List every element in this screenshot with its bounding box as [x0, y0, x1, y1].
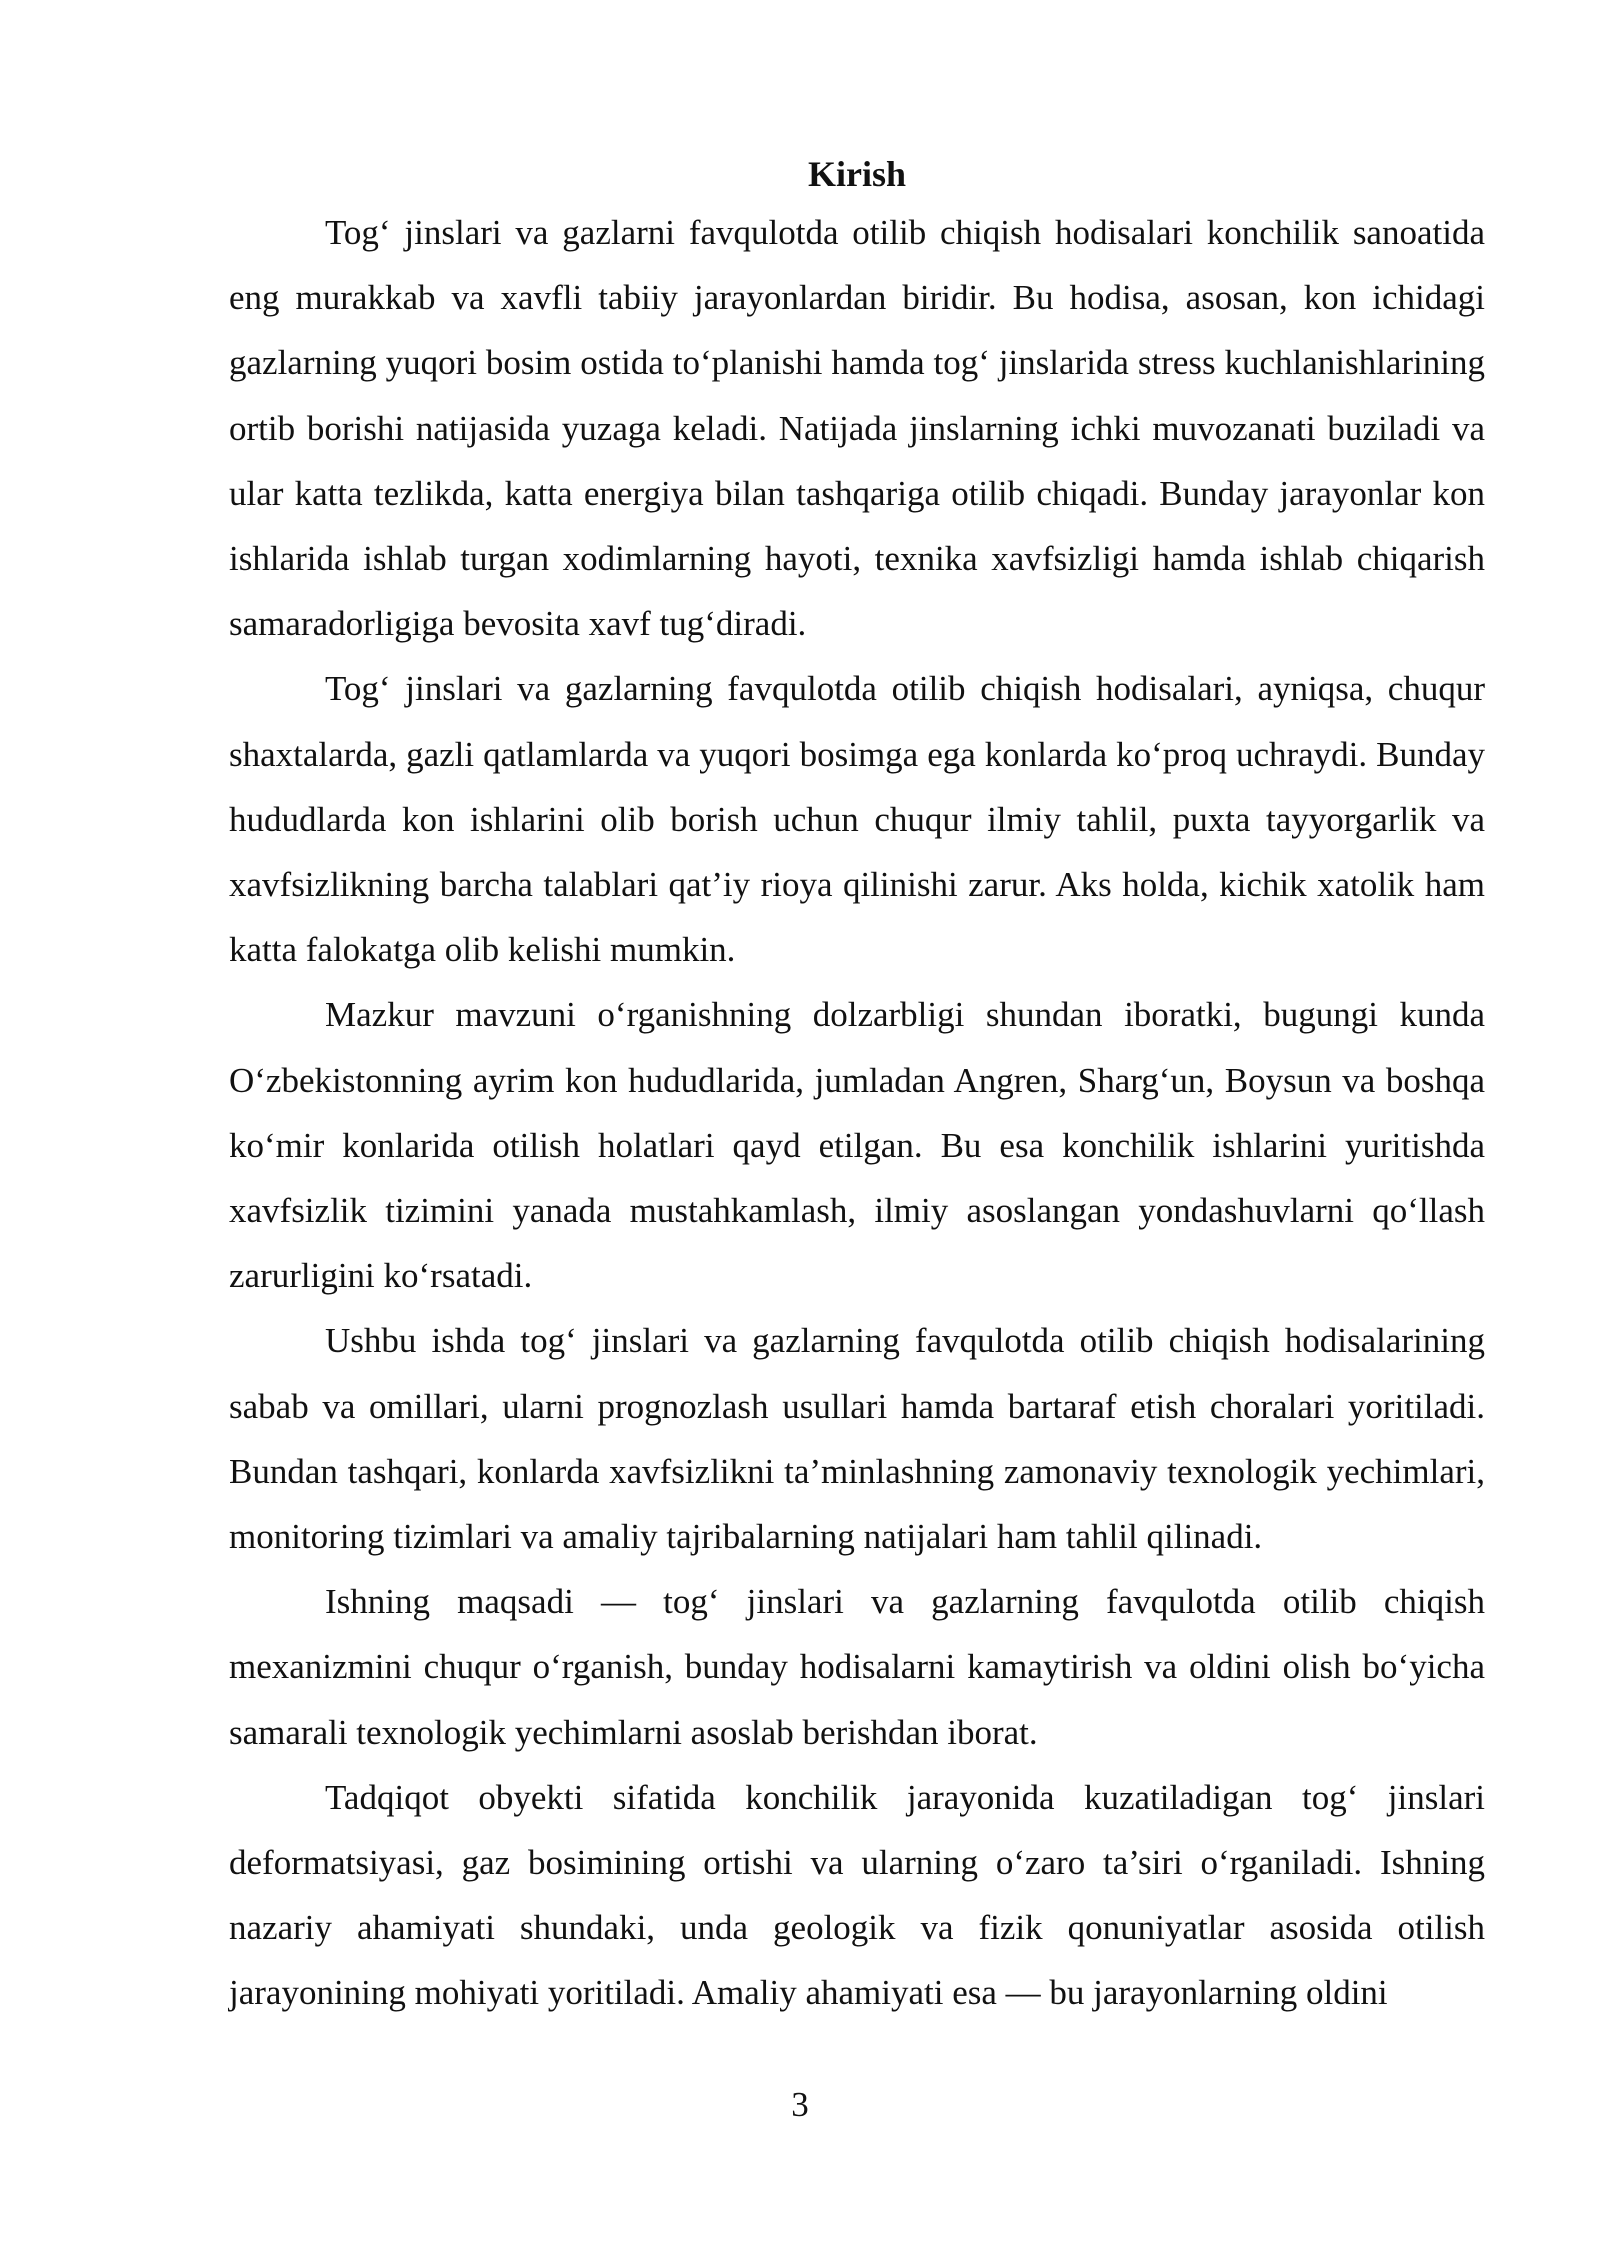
paragraph-6: Tadqiqot obyekti sifatida konchilik jarayonida kuzatiladigan tog‘ jinslari deformatsiyasi, gaz bosimining ortishi va ularning o‘zaro ta’siri o‘rganiladi. Ishning nazariy ahamiyati shundaki, unda geologik va fizik qonuniyatlar asosida otilish jarayonining mohiyati yoritiladi. Amaliy ahamiyati esa — bu jarayonlarning oldini — [229, 1777, 1485, 2013]
paragraph-3: Mazkur mavzuni o‘rganishning dolzarbligi shundan iboratki, bugungi kunda O‘zbekistonning ayrim kon hududlarida, jumladan Angren, Sharg‘un, Boysun va boshqa ko‘mir konlarida otilish holatlari qayd etilgan. Bu esa konchilik ishlarini yuritishda xavfsizlik tizimini yanada mustahkamlash, ilmiy asoslangan yondashuvlarni qo‘llash zarurligini ko‘rsatadi. — [229, 995, 1485, 1296]
paragraph-2: Tog‘ jinslari va gazlarning favqulotda otilib chiqish hodisalari, ayniqsa, chuqur shaxtalarda, gazli qatlamlarda va yuqori bosimga ega konlarda ko‘proq uchraydi. Bunday hududlarda kon ishlarini olib borish uchun chuqur ilmiy tahlil, puxta tayyorgarlik va xavfsizlikning barcha talablari qat’iy rioya qilinishi zarur. Aks holda, kichik xatolik ham katta falokatga olib kelishi mumkin. — [229, 669, 1485, 970]
page-content — [229, 148, 1485, 2026]
section-title: Kirish — [807, 154, 906, 194]
page-number: 3 — [791, 2085, 809, 2124]
paragraph-4: Ushbu ishda tog‘ jinslari va gazlarning favqulotda otilib chiqish hodisalarining sabab va omillari, ularni prognozlash usullari hamda bartaraf etish choralari yoritiladi. Bundan tashqari, konlarda xavfsizlikni ta’minlashning zamonaviy texnologik yechimlari, monitoring tizimlari va amaliy tajribalarning natijalari ham tahlil qilinadi. — [229, 1321, 1485, 1557]
paragraph-1: Tog‘ jinslari va gazlarni favqulotda otilib chiqish hodisalari konchilik sanoatida eng murakkab va xavfli tabiiy jarayonlardan biridir. Bu hodisa, asosan, kon ichidagi gazlarning yuqori bosim ostida to‘planishi hamda tog‘ jinslarida stress kuchlanishlarining ortib borishi natijasida yuzaga keladi. Natijada jinslarning ichki muvozanati buziladi va ular katta tezlikda, katta energiya bilan tashqariga otilib chiqadi. Bunday jarayonlar kon ishlarida ishlab turgan xodimlarning hayoti, texnika xavfsizligi hamda ishlab chiqarish samaradorligiga bevosita xavf tug‘diradi. — [229, 213, 1485, 644]
paragraph-5: Ishning maqsadi — tog‘ jinslari va gazlarning favqulotda otilib chiqish mexanizmini chuqur o‘rganish, bunday hodisalarni kamaytirish va oldini olish bo‘yicha samarali texnologik yechimlarni asoslab berishdan iborat. — [229, 1582, 1485, 1752]
